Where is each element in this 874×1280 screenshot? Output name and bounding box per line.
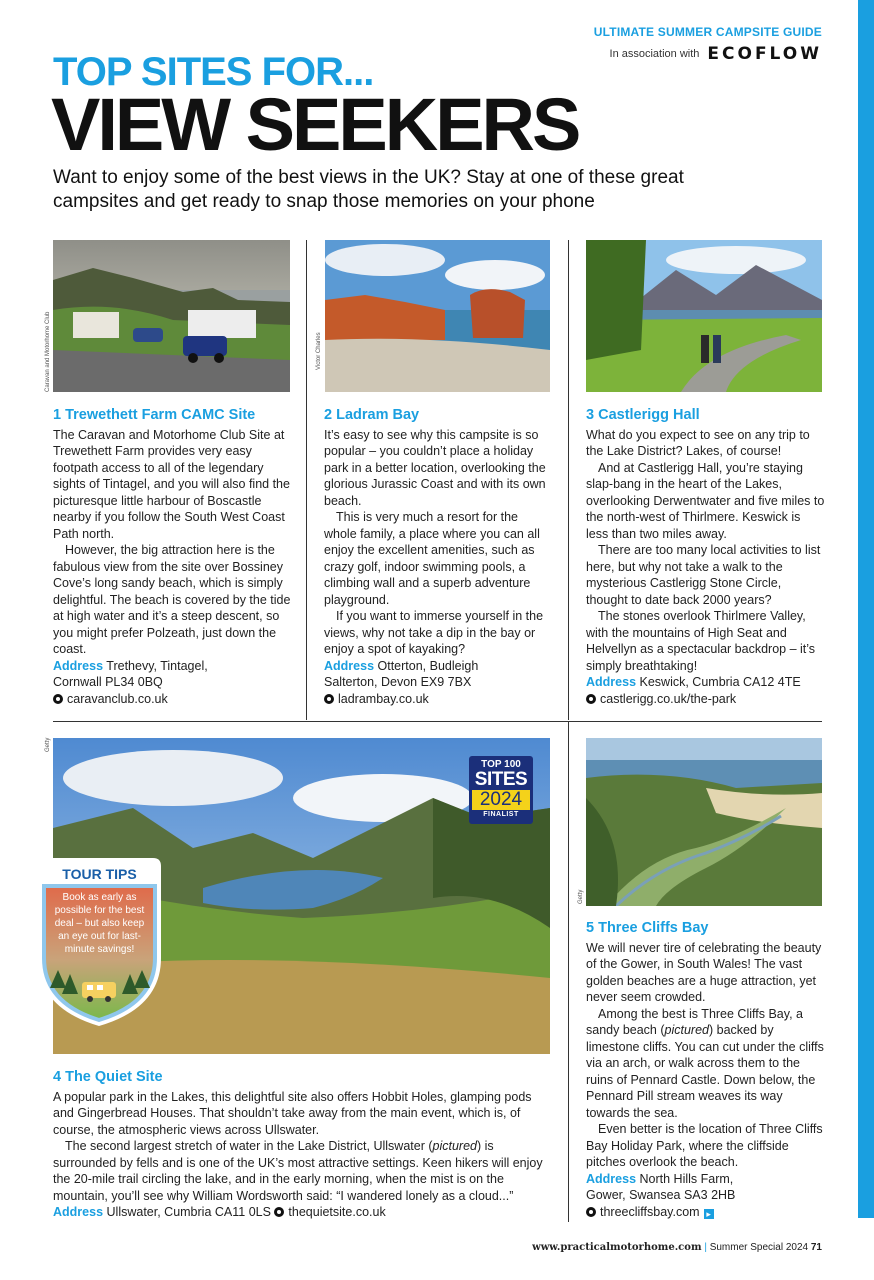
site-address	[53, 1204, 546, 1221]
text-run-italic: pictured	[664, 1023, 710, 1037]
site-entry-3	[586, 407, 826, 707]
web-icon	[586, 1207, 596, 1217]
site-paragraph: What do you expect to see on any trip to the Lake District? Lakes, of course!	[586, 427, 810, 458]
column-divider	[568, 240, 569, 720]
website-link[interactable]: threecliffsbay.com	[600, 1204, 700, 1219]
address-label: Address	[586, 675, 637, 689]
photo-credit: Getty	[578, 889, 584, 904]
text-run: ) backed by limestone cliffs. You can cut under the cliffs via an arch, or walk across them to the ruins of Pennard Castle. Down below, the Pennard Pill stream weaves its way towards the sea.	[586, 1023, 824, 1120]
site-paragraph	[53, 1138, 546, 1204]
web-icon	[324, 694, 334, 704]
kicker: TOP SITES FOR...	[53, 50, 374, 94]
site-website	[324, 691, 554, 708]
column-divider	[568, 722, 569, 1222]
text-run: The second largest stretch of water in the Lake District, Ullswater (	[65, 1139, 433, 1153]
web-icon	[53, 694, 63, 704]
website-link[interactable]: caravanclub.co.uk	[67, 691, 168, 706]
web-icon	[274, 1207, 284, 1217]
site-paragraph: A popular park in the Lakes, this delightful site also offers Hobbit Holes, glamping pods and Gingerbread Houses. That shouldn’t take away from the main event, which is, of course, the atmospheric views across Ullswater.	[53, 1089, 532, 1137]
site-address	[586, 1171, 766, 1204]
site-address	[324, 658, 504, 691]
site-paragraph: It’s easy to see why this campsite is so popular – you couldn’t place a holiday park in a better location, overlooking the glorious Jurassic Coast and with its own beach.	[324, 427, 546, 508]
association-text: In association with	[609, 48, 700, 60]
site-website	[586, 1204, 826, 1221]
site-paragraph: However, the big attraction here is the fabulous view from the site over Bossiney Cove’s long sandy beach, which is simply delightful. The beach is covered by the tide at high water and it’s a steep descent, so you might prefer Polzeath, just down the coast.	[53, 543, 291, 656]
column-divider	[306, 240, 307, 720]
text-run: ) is surrounded by fells and is one of the UK’s most attractive settings. Keen hikers will enjoy the 20-mile trail circling the lake, and in the early morning, when the mist is on the mountain, you’ll see why William Wordsworth said: “I wandered lonely as a cloud...”	[53, 1139, 543, 1203]
website-link[interactable]: ladrambay.co.uk	[338, 691, 429, 706]
site-title: 5 Three Cliffs Bay	[586, 920, 709, 936]
site-title: 2 Ladram Bay	[324, 407, 420, 423]
site-paragraph: The Caravan and Motorhome Club Site at Trewethett Farm provides very easy footpath access to all of the legendary sights of Tintagel, and you will also find the picturesque little harbour of Boscastle nearby if you follow the South West Coast Path north.	[53, 427, 290, 541]
site-paragraph: And at Castlerigg Hall, you’re staying slap-bang in the heart of the Lakes, overlooking Derwentwater and five miles to the north-west of Thirlmere. Keswick is less than two miles away.	[586, 460, 825, 541]
badge-line2: SITES	[474, 769, 528, 790]
standfirst: Want to enjoy some of the best views in the UK? Stay at one of these great campsites and get ready to snap those memories on your phone	[53, 167, 684, 212]
site-paragraph: There are too many local activities to list here, but why not take a walk to the mysterious Castlerigg Stone Circle, thought to date back 2000 years?	[586, 543, 821, 607]
site-title: 4 The Quiet Site	[53, 1069, 163, 1085]
address-text: Otterton, Budleigh Salterton, Devon EX9 7BX	[324, 658, 479, 689]
page-footer	[532, 1242, 822, 1253]
page-title: VIEW SEEKERS	[51, 83, 579, 166]
continue-arrow-icon: ▸	[704, 1209, 714, 1219]
address-text: North Hills Farm, Gower, Swansea SA3 2HB	[586, 1171, 736, 1202]
site-paragraph: The stones overlook Thirlmere Valley, with the mountains of High Seat and Helvellyn as a spectacular backdrop – it’s simply breathtaking!	[586, 609, 816, 673]
address-text: Trethevy, Tintagel, Cornwall PL34 0BQ	[53, 658, 208, 689]
site-entry-2	[324, 407, 554, 707]
site-entry-5	[586, 920, 826, 1220]
photo-ladram-bay	[325, 240, 550, 392]
badge-status: FINALIST	[483, 811, 519, 818]
site-title: 1 Trewethett Farm CAMC Site	[53, 407, 256, 423]
photo-trewethett-farm	[53, 240, 290, 392]
address-label: Address	[586, 1171, 637, 1186]
site-paragraph: If you want to immerse yourself in the views, why not take a dip in the bay or enjoy a spot of kayaking?	[324, 609, 544, 656]
address-label: Address	[53, 1205, 104, 1219]
web-icon	[586, 694, 596, 704]
site-website	[53, 691, 293, 708]
footer-separator: |	[704, 1242, 707, 1253]
page-number: 71	[810, 1242, 822, 1253]
tour-tips-shield	[38, 858, 161, 1028]
site-entry-4	[53, 1069, 546, 1221]
site-paragraph	[586, 1006, 826, 1122]
website-link[interactable]: castlerigg.co.uk/the-park	[600, 691, 737, 706]
tour-tips-text: Book as early as possible for the best deal – but also keep an eye out for last-minute savings!	[54, 892, 145, 955]
tour-tips-title: TOUR TIPS	[62, 866, 137, 882]
page-edge-bar	[858, 0, 874, 1218]
guide-header	[594, 25, 822, 64]
footer-url[interactable]: www.practicalmotorhome.com	[532, 1242, 702, 1253]
photo-castlerigg-hall	[586, 240, 822, 392]
badge-line1: TOP 100	[481, 759, 521, 770]
site-paragraph: This is very much a resort for the whole family, a place where you can all enjoy the excellent amenities, such as crazy golf, indoor swimming pools, a climbing wall and a superb adventure playground.	[324, 510, 540, 607]
address-label: Address	[53, 658, 104, 673]
website-link[interactable]: thequietsite.co.uk	[288, 1205, 386, 1219]
site-title: 3 Castlerigg Hall	[586, 407, 700, 423]
footer-issue: Summer Special 2024	[709, 1242, 809, 1253]
site-address	[586, 674, 826, 691]
top-100-sites-badge	[469, 756, 533, 824]
site-entry-1	[53, 407, 293, 707]
site-paragraph: Even better is the location of Three Cliffs Bay Holiday Park, where the cliffside pitches overlook the beach.	[586, 1122, 823, 1169]
address-text: Keswick, Cumbria CA12 4TE	[639, 675, 801, 689]
site-address	[53, 658, 233, 691]
photo-credit: Victor Charles	[316, 332, 322, 370]
address-label: Address	[324, 658, 375, 673]
address-text: Ullswater, Cumbria CA11 0LS	[106, 1205, 271, 1219]
site-paragraph: We will never tire of celebrating the beauty of the Gower, in South Wales! The vast golden beaches are a huge attraction, yet never seem crowded.	[586, 940, 822, 1004]
text-run-italic: pictured	[432, 1139, 477, 1153]
photo-credit: Caravan and Motorhome Club	[45, 311, 51, 392]
badge-year: 2024	[472, 790, 530, 810]
photo-three-cliffs-bay	[586, 738, 822, 906]
ecoflow-logo: ECOFLOW	[707, 44, 822, 64]
row-divider	[53, 721, 822, 722]
association-line	[594, 44, 822, 64]
guide-title: ULTIMATE SUMMER CAMPSITE GUIDE	[593, 25, 822, 39]
photo-credit: Getty	[45, 737, 51, 752]
site-website	[586, 691, 826, 708]
text-run: Among the best is Three Cliffs Bay, a sandy beach (	[586, 1006, 803, 1037]
